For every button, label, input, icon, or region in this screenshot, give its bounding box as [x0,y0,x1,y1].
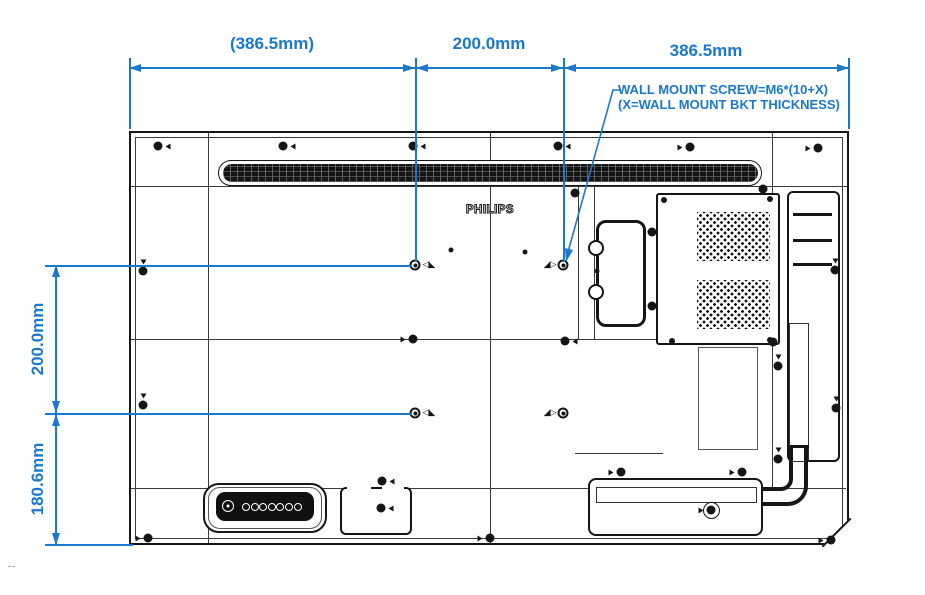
screw-icon [707,506,716,515]
extension-line [563,58,565,262]
section-wedge-icon: ◁◣ [422,407,435,418]
dim-label-left-upper: 200.0mm [28,302,47,376]
extension-line [45,265,412,267]
dot-marker [523,250,528,255]
dim-label-top-right: 386.5mm [669,41,743,60]
screw-icon [139,267,148,276]
screw-icon [831,266,840,275]
screw-icon [769,338,778,347]
screw-icon [139,401,148,410]
vesa-hole-icon [543,407,569,419]
screw-icon [814,144,823,153]
philips-logo: PHILIPS [465,204,515,216]
dimension-arrow [837,64,849,72]
dimension-arrow [52,265,60,277]
section-wedge-icon: ◢▷ [543,407,556,418]
screw-icon [648,302,657,311]
screw-icon [648,228,657,237]
screw-icon [827,536,836,545]
callout-line1: WALL MOUNT SCREW=M6*(10+X) [618,82,828,97]
extension-line [45,413,412,415]
stray-mark: -- [8,561,16,571]
screw-icon [617,468,626,477]
screw-icon [669,338,675,344]
screw-icon [377,504,386,513]
screw-icon [774,362,783,371]
callout-line2: (X=WALL MOUNT BKT THICKNESS) [618,97,840,112]
screw-icon [767,196,773,202]
section-wedge-icon: ◢▷ [543,259,556,270]
screw-icon [554,142,563,151]
dot-marker [449,248,454,253]
screw-icon [378,477,387,486]
section-wedge-icon: ◁◣ [422,259,435,270]
screw-icon [279,142,288,151]
screw-icon [571,189,580,198]
dim-label-top-left: (386.5mm) [229,34,315,53]
dimension-arrow [52,401,60,413]
screw-icon [759,185,768,194]
dimension-line-top [129,67,849,69]
dimension-arrow [403,64,415,72]
screw-icon [409,335,418,344]
dimension-arrow [416,64,428,72]
screw-icon [144,534,153,543]
dimension-arrow [564,64,576,72]
screw-icon [832,404,841,413]
dim-label-left-lower: 180.6mm [28,442,47,516]
screw-icon [738,468,747,477]
dimension-arrow [52,414,60,426]
dim-label-top-mid: 200.0mm [452,34,526,53]
extension-line [415,58,417,262]
screw-icon [661,197,667,203]
screw-icon [154,142,163,151]
screw-icon [686,143,695,152]
dimension-arrow [52,533,60,545]
screw-icon [561,337,570,346]
screw-icon [486,534,495,543]
screw-icon [774,455,783,464]
dimension-arrow [551,64,563,72]
dimension-arrow [129,64,141,72]
